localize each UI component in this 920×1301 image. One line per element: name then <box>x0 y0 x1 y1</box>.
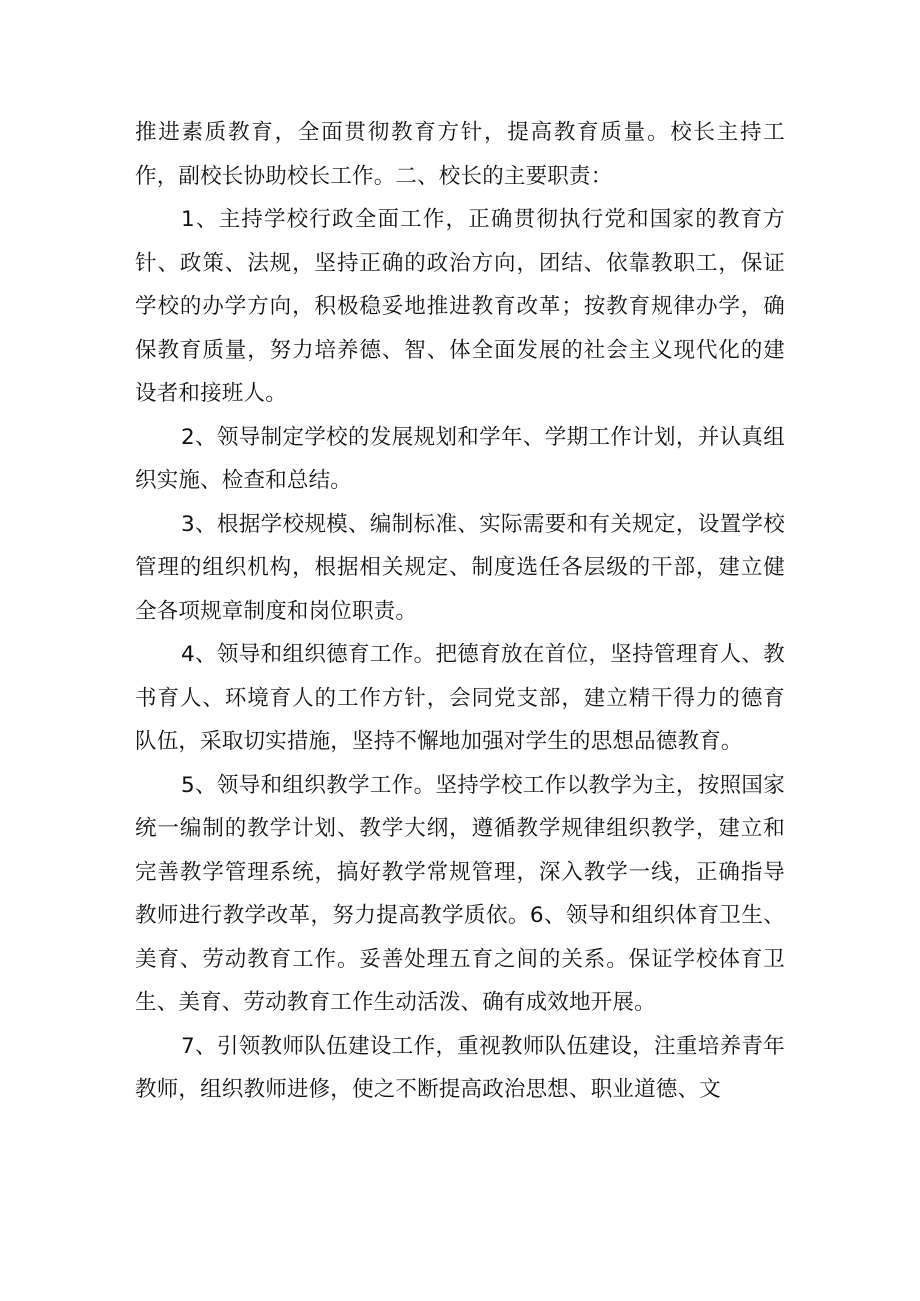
paragraph-duty-2: 2、领导制定学校的发展规划和学年、学期工作计划，并认真组织实施、检查和总结。 <box>135 424 785 493</box>
paragraph-duty-3: 3、根据学校规模、编制标准、实际需要和有关规定，设置学校管理的组织机构，根据相关规定、制度选任各层级的干部，建立健全各项规章制度和岗位职责。 <box>135 511 785 624</box>
paragraph-duty-4: 4、领导和组织德育工作。把德育放在首位，坚持管理育人、教书育人、环境育人的工作方针，会同党支部，建立精干得力的德育队伍，采取切实措施，坚持不懈地加强对学生的思想品德教育。 <box>135 642 785 754</box>
paragraph-duty-5-6: 5、领导和组织教学工作。坚持学校工作以教学为主，按照国家统一编制的教学计划、教学大纲，遵循教学规律组织教学，建立和完善教学管理系统，搞好教学常规管理，深入教学一线，正确指导教师进行教学改革，努力提高教学质依。6、领导和组织体育卫生、美育、劳动教育工作。妥善处理五育之间的关系。保证学校体育卫生、美育、劳动教育工作生动活泼、确有成效地开展。 <box>135 772 785 1015</box>
paragraph-intro: 推进素质教育，全面贯彻教育方针，提高教育质量。校长主持工作，副校长协助校长工作。二、校长的主要职责： <box>135 120 785 189</box>
document-body <box>135 111 785 1112</box>
paragraph-duty-7: 7、引领教师队伍建设工作，重视教师队伍建设，注重培养青年教师，组织教师进修，使之不断提高政治思想、职业道德、文 <box>135 1033 785 1102</box>
paragraph-duty-1: 1、主持学校行政全面工作，正确贯彻执行党和国家的教育方针、政策、法规，坚持正确的政治方向，团结、依靠教职工，保证学校的办学方向，积极稳妥地推进教育改革；按教育规律办学，确保教育质量，努力培养德、智、体全面发展的社会主义现代化的建设者和接班人。 <box>135 207 785 406</box>
